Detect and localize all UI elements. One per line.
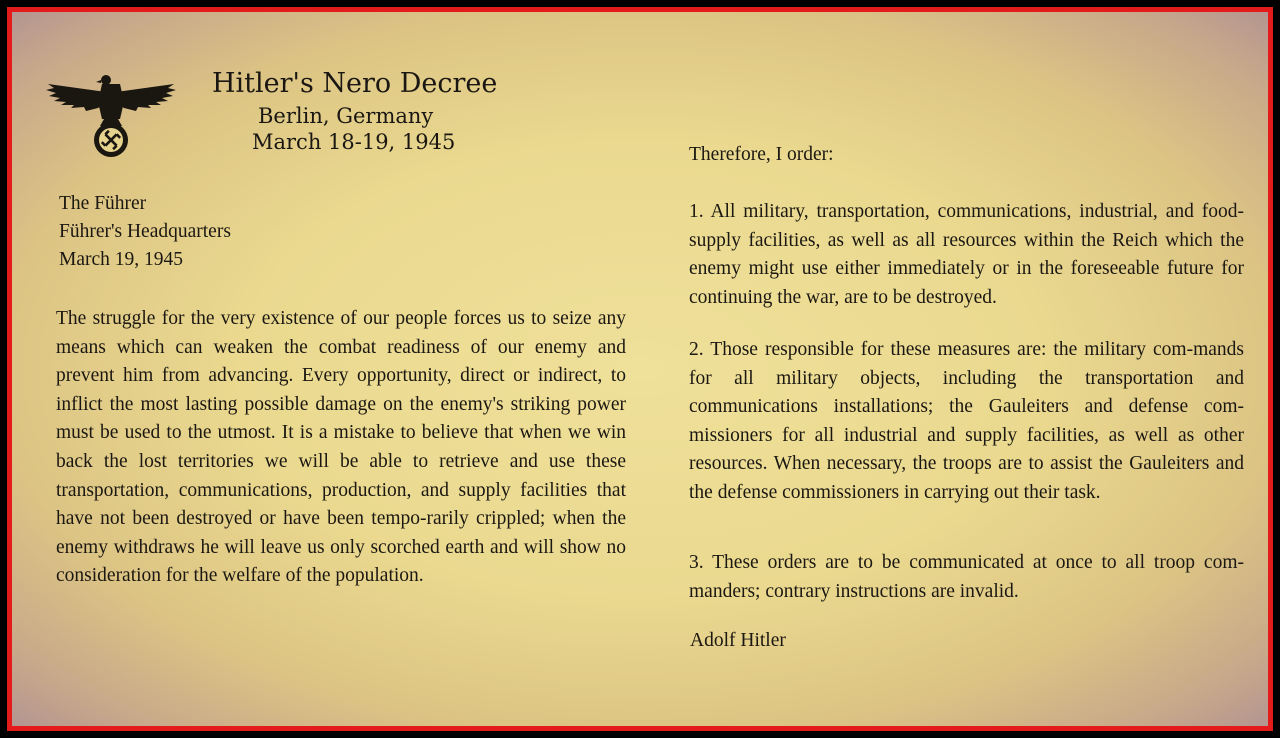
signature: Adolf Hitler xyxy=(690,630,786,651)
preamble-paragraph: The struggle for the very existence of our people forces us to seize any means which can weaken the combat readiness of our enemy and prevent him from advancing. Every opportunity, direct or indirect, to inflict the most lasting possible damage on the enemy's striking power must be used to the utmost. It is a mistake to believe that when we win back the lost territories we will be able to retrieve and use these transportation, communications, production, and supply facilities that have not been destroyed or have been tempo-rarily crippled; when the enemy withdraws he will leave us only scorched earth and will show no consideration for the welfare of the population. xyxy=(56,308,626,587)
document-place: Berlin, Germany xyxy=(258,104,434,128)
sender-line-2: Führer's Headquarters xyxy=(59,221,231,242)
eagle-swastika-emblem-icon xyxy=(46,64,176,159)
orders-heading: Therefore, I order: xyxy=(689,144,834,165)
order-item-1: 1. All military, transportation, communications, industrial, and food-supply facilities, as well as all resources within the Reich which the enemy might use either immediately or in the foreseeable future for continuing the war, are to be destroyed. xyxy=(689,201,1244,308)
sender-line-3: March 19, 1945 xyxy=(59,249,184,270)
sender-line-1: The Führer xyxy=(59,193,147,214)
order-item-3: 3. These orders are to be communicated at once to all troop com-manders; contrary instructions are invalid. xyxy=(689,552,1244,602)
order-item-2: 2. Those responsible for these measures are: the military com-mands for all military objects, including the transportation and communications installations; the Gauleiters and defense com-missioners for all industrial and supply facilities, as well as other resources. When necessary, the troops are to assist the Gauleiters and the defense commissioners in carrying out their task. xyxy=(689,339,1244,503)
document-title: Hitler's Nero Decree xyxy=(212,68,498,99)
sender-block xyxy=(59,190,231,274)
document-date: March 18-19, 1945 xyxy=(252,130,456,154)
document-page xyxy=(12,12,1268,726)
